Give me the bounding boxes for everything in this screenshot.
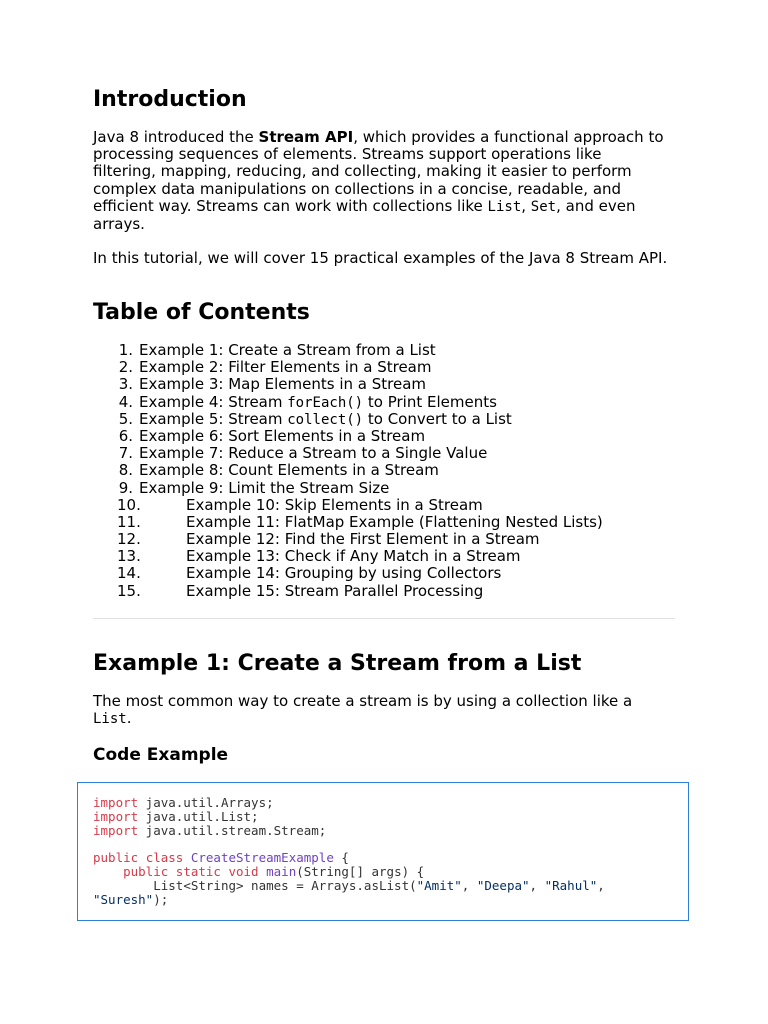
toc-item[interactable]: 14. Example 14: Grouping by using Collectors [117,564,502,583]
code-content[interactable]: import java.util.Arrays; import java.util.List; import java.util.stream.Stream; public class CreateStreamExample { public static void main(String[] args) { List<String> names = Arrays.asList("Amit", "Deepa", "Rahul", "Suresh"); [93,795,605,907]
toc-item[interactable]: 2. Example 2: Filter Elements in a Stream [118,358,432,377]
toc-item[interactable]: 4. Example 4: Stream forEach() to Print Elements [118,392,497,411]
example1-heading: Example 1: Create a Stream from a List [93,651,582,676]
inline-code-set: Set [530,198,557,215]
inline-code-collect: collect() [287,411,364,428]
inline-code-list: List [487,198,522,215]
toc-item[interactable]: 10. Example 10: Skip Elements in a Stream [117,495,483,514]
toc-heading: Table of Contents [93,300,310,325]
table-of-contents [93,342,675,600]
intro-paragraph: Java 8 introduced the Stream API, which provides a functional approach to processing sequences of elements. Streams support operations like filtering, mapping, reducing, and collecting, making it easier to perform complex data manipulations on collections in a concise, readable, and efficient way. Streams can work with collections like List, Set, and even arrays. [93,128,664,234]
stream-api-bold: Stream API [258,128,354,146]
code-example-heading: Code Example [93,745,229,765]
toc-item[interactable]: 1. Example 1: Create a Stream from a List [118,341,436,359]
toc-item[interactable]: 7. Example 7: Reduce a Stream to a Single Value [118,444,488,463]
toc-item[interactable]: 8. Example 8: Count Elements in a Stream [118,461,439,480]
toc-item[interactable]: 11. Example 11: FlatMap Example (Flattening Nested Lists) [117,512,603,531]
toc-item[interactable]: 12. Example 12: Find the First Element in a Stream [117,530,540,549]
section-divider [93,618,675,619]
example1-description: The most common way to create a stream is by using a collection like a List. [93,692,633,728]
toc-item[interactable]: 6. Example 6: Sort Elements in a Stream [118,426,426,445]
inline-code-list: List [93,711,127,728]
toc-item[interactable]: 5. Example 5: Stream collect() to Convert to a List [118,409,512,428]
code-block[interactable] [77,782,689,921]
toc-item[interactable]: 15. Example 15: Stream Parallel Processing [117,581,484,600]
inline-code-foreach: forEach() [287,394,364,411]
intro-heading: Introduction [93,87,247,112]
tutorial-paragraph: In this tutorial, we will cover 15 practical examples of the Java 8 Stream API. [93,249,668,267]
toc-item[interactable]: 3. Example 3: Map Elements in a Stream [118,375,426,394]
toc-item[interactable]: 13. Example 13: Check if Any Match in a Stream [117,547,521,566]
toc-item[interactable]: 9. Example 9: Limit the Stream Size [118,478,390,497]
